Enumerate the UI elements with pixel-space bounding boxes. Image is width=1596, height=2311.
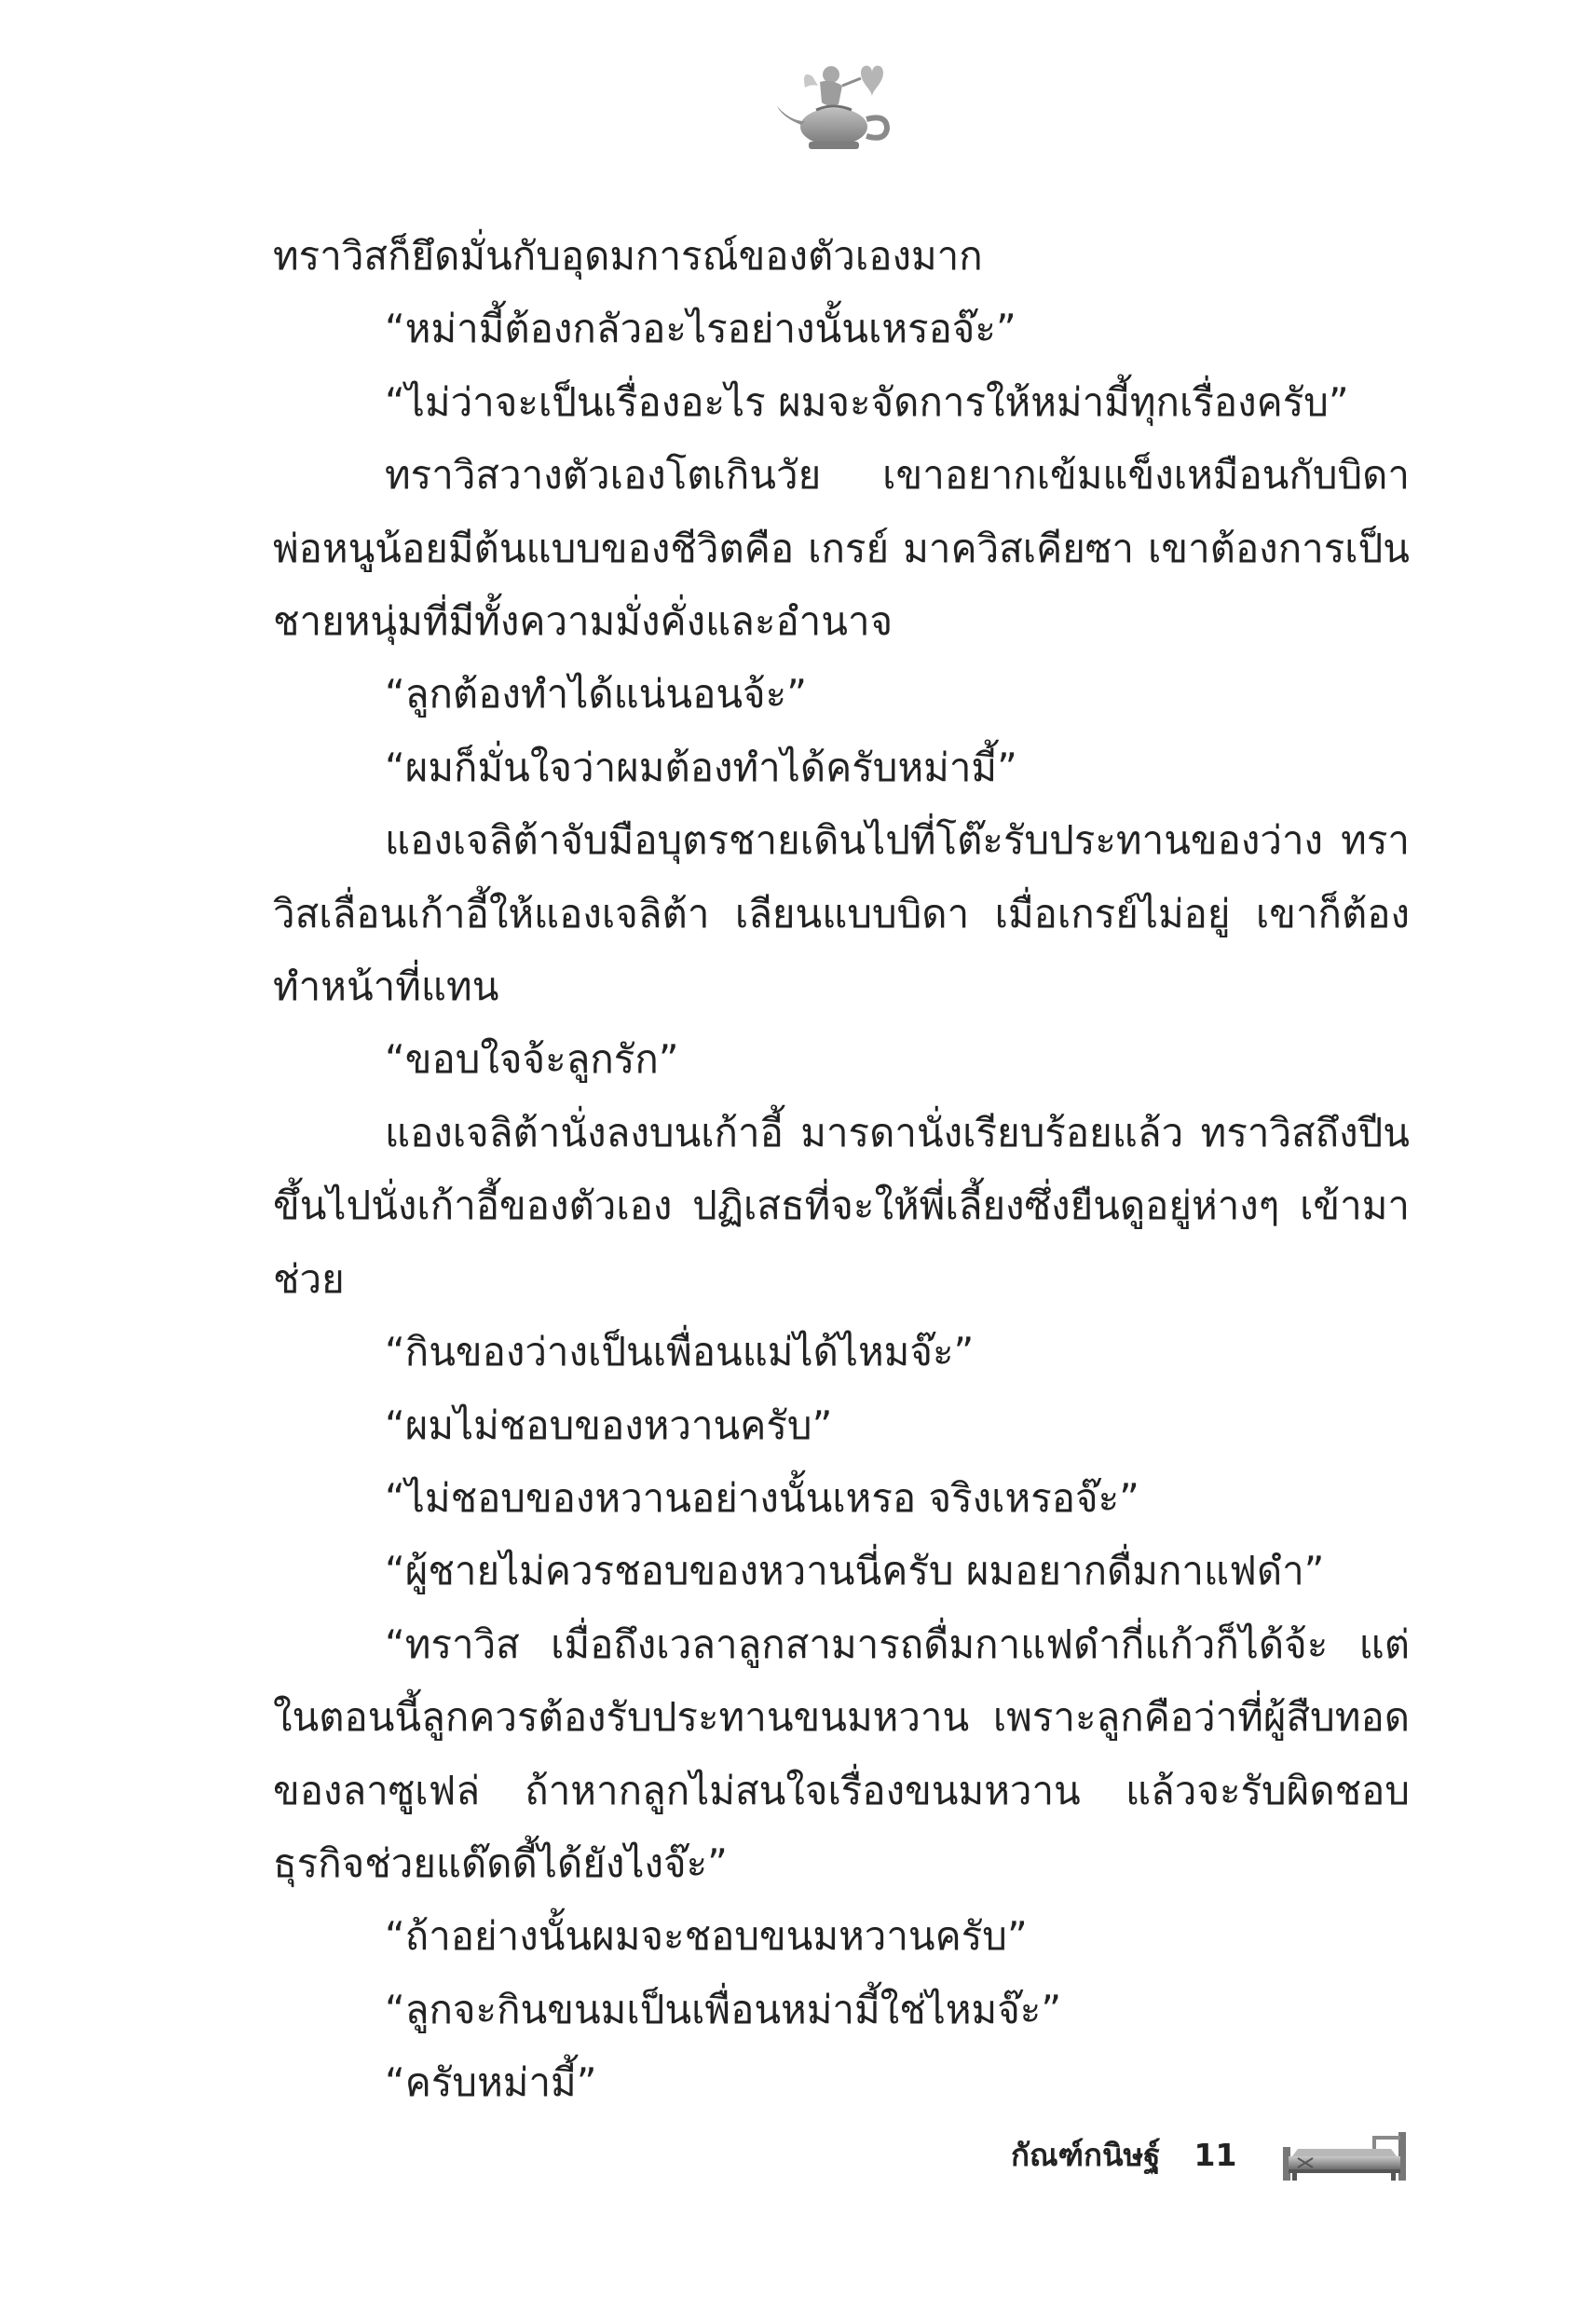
bed-icon (1279, 2126, 1410, 2182)
dialogue-line: “ลูกจะกินขนมเป็นเพื่อนหม่ามี้ใช่ไหมจ๊ะ” (385, 1986, 1062, 2032)
dialogue-line: “หม่ามี้ต้องกลัวอะไรอย่างนั้นเหรอจ๊ะ” (385, 306, 1016, 352)
paragraph: ทราวิสวางตัวเองโตเกินวัย เขาอยากเข้มแข็งเหมือนกับบิดา พ่อหนูน้อยมีต้นแบบของชีวิตคือ เกรย์ มาควิสเคียซา เขาต้องการเป็นชายหนุ่มที่มีทั้งความมั่งคั่งและอำนาจ (273, 452, 1410, 645)
paragraph: “ทราวิส เมื่อถึงเวลาลูกสามารถดื่มกาแฟดำกี่แก้วก็ได้จ้ะ แต่ในตอนนี้ลูกควรต้องรับประทานขนมหวาน เพราะลูกคือว่าที่ผู้สืบทอดของลาซูเฟล่ ถ้าหากลูกไม่สนใจเรื่องขนมหวาน แล้วจะรับผิดชอบธุรกิจช่วยแด๊ดดี้ได้ยังไงจ๊ะ” (273, 1620, 1410, 1886)
dialogue-line: “ผมไม่ชอบของหวานครับ” (385, 1402, 833, 1448)
dialogue-line: “ขอบใจจ้ะลูกรัก” (385, 1036, 679, 1083)
dialogue-line: “ถ้าอย่างนั้นผมจะชอบขนมหวานครับ” (385, 1913, 1028, 1960)
paragraph: แองเจลิต้านั่งลงบนเก้าอี้ มารดานั่งเรียบร้อยแล้ว ทราวิสถึงปีนขึ้นไปนั่งเก้าอี้ของตัวเอง ปฏิเสธที่จะให้พี่เลี้ยงซึ่งยืนดูอยู่ห่างๆ เข้ามาช่วย (273, 1109, 1410, 1302)
dialogue-line: “ไม่ว่าจะเป็นเรื่องอะไร ผมจะจัดการให้หม่ามี้ทุกเรื่องครับ” (385, 378, 1349, 425)
paragraph: แองเจลิต้าจับมือบุตรชายเดินไปที่โต๊ะรับประทานของว่าง ทราวิสเลื่อนเก้าอี้ให้แองเจลิต้า เลียนแบบบิดา เมื่อเกรย์ไม่อยู่ เขาก็ต้องทำหน้าที่แทน (273, 817, 1410, 1010)
teapot-cupid-icon (764, 56, 904, 158)
page-number: 11 (1194, 2136, 1237, 2173)
paragraph: ทราวิสก็ยึดมั่นกับอุดมการณ์ของตัวเองมาก (273, 233, 983, 279)
story-text (273, 220, 1410, 2120)
dialogue-line: “ผู้ชายไม่ควรชอบของหวานนี่ครับ ผมอยากดื่มกาแฟดำ” (385, 1548, 1325, 1594)
dialogue-line: “ครับหม่ามี้” (385, 2059, 597, 2106)
page-footer (1011, 2126, 1410, 2182)
dialogue-line: “กินของว่างเป็นเพื่อนแม่ได้ไหมจ๊ะ” (385, 1329, 975, 1375)
dialogue-line: “ไม่ชอบของหวานอย่างนั้นเหรอ จริงเหรอจ๊ะ” (385, 1474, 1139, 1521)
dialogue-line: “ผมก็มั่นใจว่าผมต้องทำได้ครับหม่ามี้” (385, 744, 1017, 790)
dialogue-line: “ลูกต้องทำได้แน่นอนจ้ะ” (385, 671, 807, 718)
book-title: กัณฑ์กนิษฐ์ (1011, 2136, 1161, 2173)
